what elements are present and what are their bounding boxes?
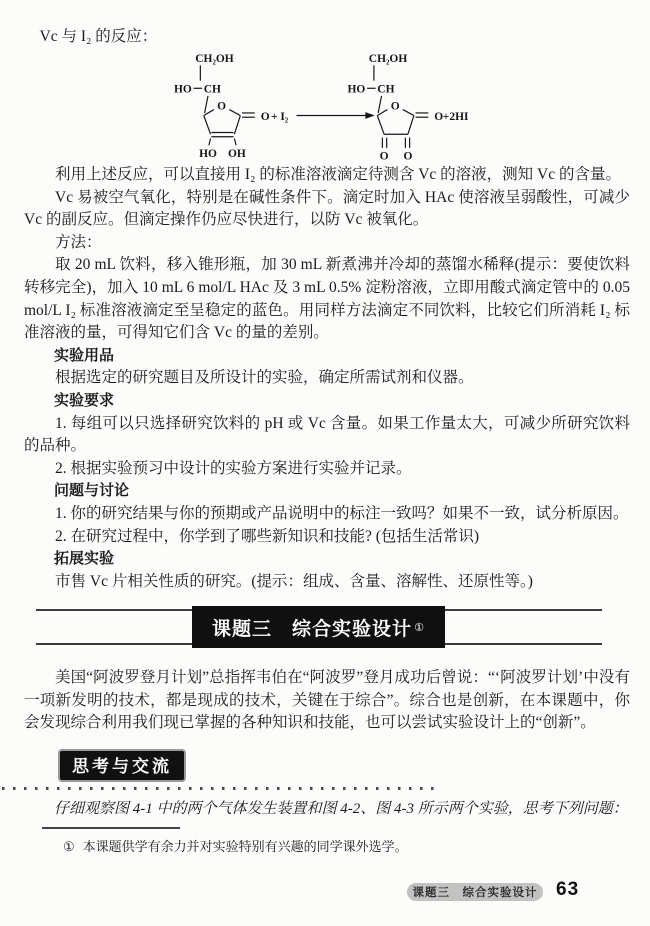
body-paragraph: 取 20 mL 饮料，移入锥形瓶，加 30 mL 新煮沸并冷却的蒸馏水稀释(提示：要使饮料转移完全)，加入 10 mL 6 mol/L HAc 及 3 mL 0.5% 淀粉溶液，立即用酸式滴定管中的 0.05 mol/L I₂ 标准溶液滴定至呈稳定的蓝色。用同样方法滴定不同饮料，比较它们所消耗 I₂ 标准溶液的量，可得知它们含 Vc 的量的差别。 [24,256,630,342]
ring-oxygen-label: O [390,100,400,113]
ch2oh-label: CH₂OH [368,52,408,65]
body-paragraph: 1. 每组可以只选择研究饮料的 pH 或 Vc 含量。如果工作量太大，可减少所研究饮料的品种。 [24,414,630,455]
ascorbic-acid-molecule [174,53,270,160]
section-heading-extension: 拓展实验 [54,550,115,568]
body-paragraph: 2. 在研究过程中，你学到了哪些新知识和技能? (包括生活常识) [55,527,480,545]
footnote-text: 本课题供学有余力并对实验特别有兴趣的同学课外选学。 [82,839,408,854]
reaction-arrow [296,112,374,119]
topic-banner [36,608,602,646]
ascorbic-acid-reaction-diagram [172,50,472,164]
carbonyl-oxygen-label: O [434,110,444,123]
intro-line: Vc 与 I₂ 的反应： [39,28,158,45]
topic-title: 课题三 综合实验设计 [212,618,413,640]
body-paragraph: 方法： [55,233,102,251]
topic-footnote-marker: ① [414,621,425,634]
plus-2hi-label: +2HI [442,110,469,123]
footer-topic-badge: 课题三 综合实验设计 [407,883,543,901]
body-paragraph: Vc 易被空气氧化，特别是在碱性条件下。滴定时加入 HAc 使溶液呈弱酸性，可减少 Vc 的副反应。但滴定操作仍应尽快进行，以防 Vc 被氧化。 [24,188,630,229]
body-paragraph: 根据选定的研究题目及所设计的实验，确定所需试剂和仪器。 [55,369,474,387]
ho-label: HO [347,83,366,96]
ho-label: HO [173,83,192,96]
reaction-figure [172,50,630,164]
keto-oxygen-label-1: O [379,150,389,163]
page-number: 63 [556,879,580,900]
topic-title-box [192,606,445,648]
footnote-rule [42,827,180,829]
carbonyl-oxygen-label: O [260,110,270,123]
keto-oxygen-label-2: O [403,150,413,163]
dehydroascorbic-acid-molecule [348,53,469,163]
plus-iodine-label: + I₂ [270,110,289,123]
ch2oh-label: CH₂OH [195,52,234,65]
section-heading-requirements: 实验要求 [54,391,115,409]
body-paragraph: 市售 Vc 片相关性质的研究。(提示：组成、含量、溶解性、还原性等。) [55,572,533,590]
body-paragraph: 利用上述反应，可以直接用 I₂ 的标准溶液滴定待测含 Vc 的溶液，测知 Vc 的含量。 [55,166,621,183]
dotted-separator [2,787,436,790]
footnote [63,838,408,855]
footnote-marker: ① [63,839,75,854]
section-heading-supplies: 实验用品 [54,346,115,364]
apollo-paragraph: 美国“阿波罗登月计划”总指挥韦伯在“阿波罗”登月成功后曾说：“‘阿波罗计划’中没有一项新发明的技术，都是现成的技术，关键在于综合”。综合也是创新，在本课题中，你会发现综合利用我们现已掌握的各种知识和技能，也可以尝试实验设计上的“创新”。 [24,669,630,732]
think-and-exchange-badge: 思考与交流 [58,749,186,782]
hydroxyl-ho-label: HO [199,148,217,161]
body-paragraph: 2. 根据实验预习中设计的实验方案进行实验并记录。 [55,459,412,477]
ring-oxygen-label: O [217,100,227,113]
think-prompt: 仔细观察图 4-1 中的两个气体发生装置和图 4-2、图 4-3 所示两个实验，思考下列问题： [54,801,628,818]
body-paragraph: 1. 你的研究结果与你的预期或产品说明中的标注一致吗？如果不一致，试分析原因。 [55,504,629,522]
ch-label: CH [203,83,221,96]
ch-label: CH [377,83,395,96]
hydroxyl-oh-label: OH [228,148,246,161]
section-heading-discussion: 问题与讨论 [54,482,130,500]
